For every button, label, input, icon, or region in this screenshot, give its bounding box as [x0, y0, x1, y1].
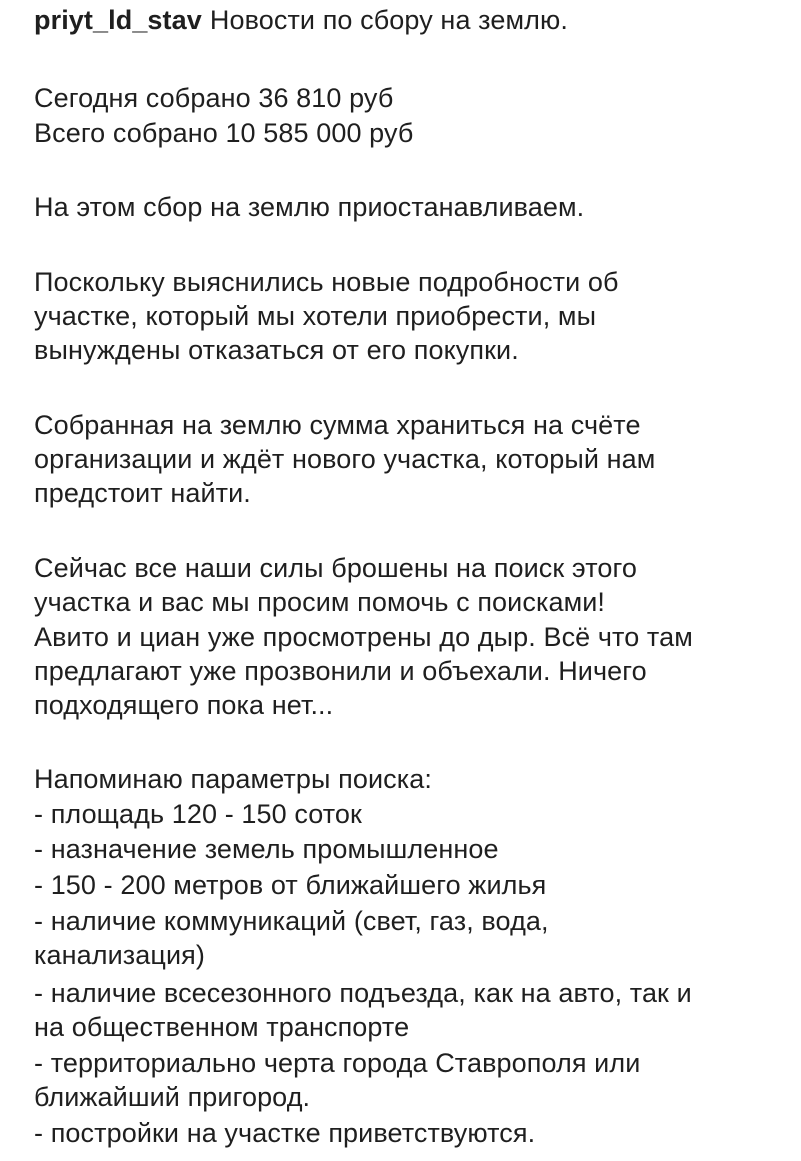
text-line: вынуждены отказаться от его покупки. [34, 335, 519, 365]
text-line: участке, который мы хотели приобрести, мы [34, 301, 597, 331]
text-line: - постройки на участке приветствуются. [34, 1118, 536, 1148]
text-line: - назначение земель промышленное [34, 834, 499, 864]
text-line: организации и ждёт нового участка, который нам [34, 444, 656, 474]
text-line: ближайший пригород. [34, 1082, 311, 1112]
text-line: Напоминаю параметры поиска: [34, 764, 432, 794]
username-link[interactable]: priyt_ld_stav [34, 5, 202, 35]
text-line: предстоит найти. [34, 478, 251, 508]
text-line: предлагают уже прозвонили и объехали. Ничего [34, 656, 647, 686]
text-line: Собранная на землю сумма храниться на счёте [34, 410, 641, 440]
text-line: - наличие всесезонного подъезда, как на авто, так и [34, 978, 692, 1008]
text-line: канализация) [34, 940, 205, 970]
text-line: - площадь 120 - 150 соток [34, 799, 362, 829]
text-line: На этом сбор на землю приостанавливаем. [34, 192, 585, 222]
text-line: - 150 - 200 метров от ближайшего жилья [34, 870, 547, 900]
post-heading: Новости по сбору на землю. [209, 5, 568, 35]
text-line: Поскольку выяснились новые подробности об [34, 267, 619, 297]
text-line: на общественном транспорте [34, 1012, 410, 1042]
text-line: подходящего пока нет... [34, 690, 334, 720]
post-header [34, 3, 568, 37]
text-line: Сегодня собрано 36 810 руб [34, 83, 394, 113]
text-line: - территориально черта города Ставрополя или [34, 1048, 641, 1078]
text-line: Всего собрано 10 585 000 руб [34, 118, 414, 148]
text-line: Авито и циан уже просмотрены до дыр. Всё что там [34, 622, 693, 652]
text-line: - наличие коммуникаций (свет, газ, вода, [34, 906, 549, 936]
text-line: Сейчас все наши силы брошены на поиск этого [34, 553, 637, 583]
text-line: участка и вас мы просим помочь с поисками! [34, 587, 606, 617]
